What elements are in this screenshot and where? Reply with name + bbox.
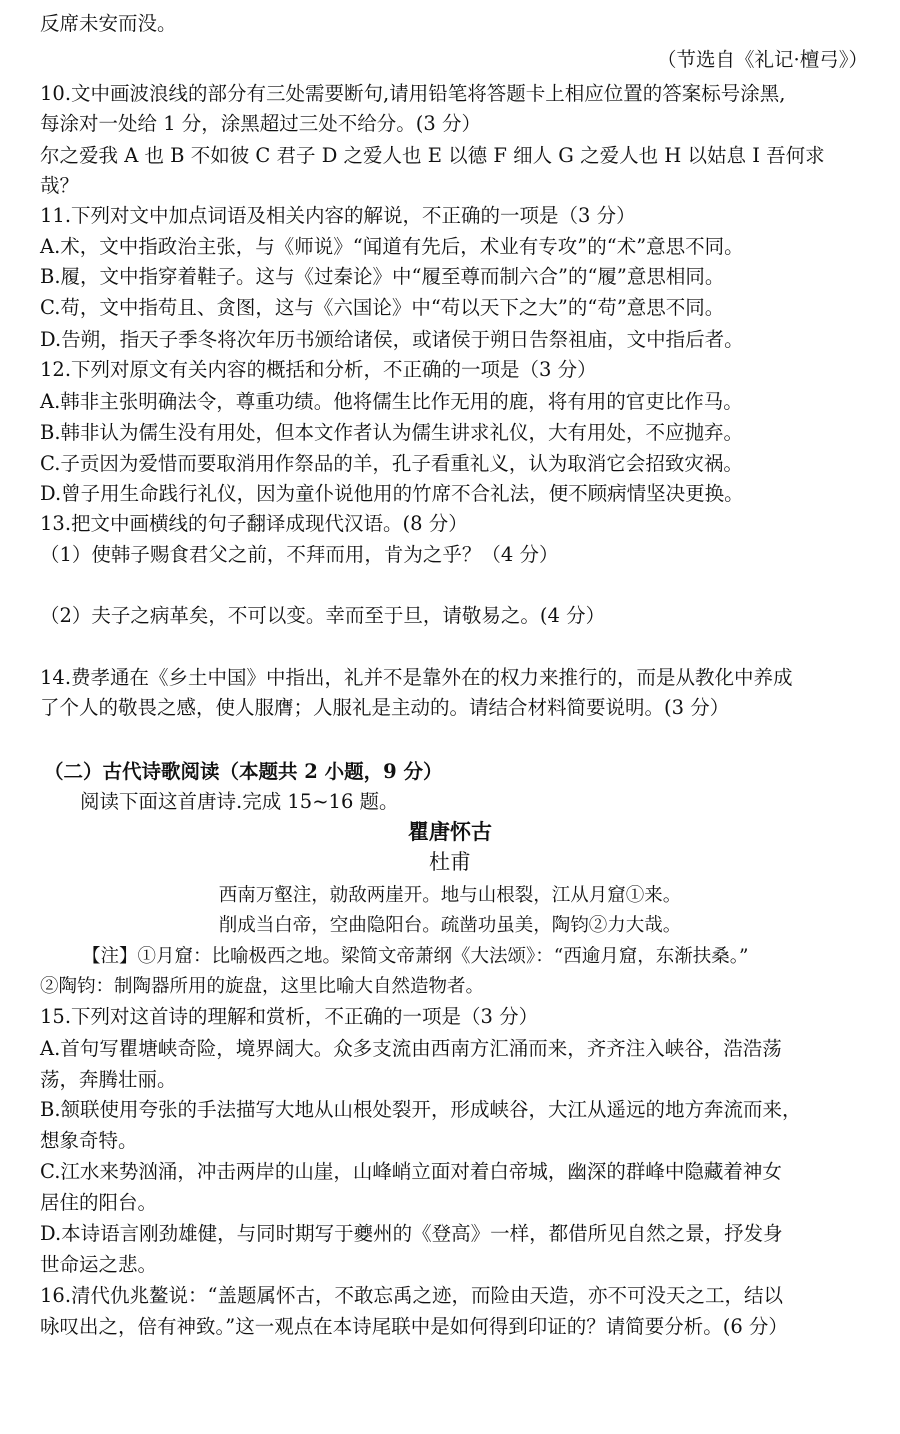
q11-option-c: C.苟，文中指苟且、贪图，这与《六国论》中“苟以天下之大”的“苟”意思不同。 xyxy=(40,296,725,319)
q12-option-d: D.曾子用生命践行礼仪，因为童仆说他用的竹席不合礼法，便不顾病情坚决更换。 xyxy=(40,482,744,505)
passage-end: 反席未安而没。 xyxy=(40,12,177,35)
q10-sentence-cont: 哉？ xyxy=(40,174,80,197)
q16-stem-cont: 咏叹出之，倍有神致。”这一观点在本诗尾联中是如何得到印证的？请简要分析。(6 分） xyxy=(40,1315,788,1338)
q10-stem-cont: 每涂对一处给 1 分，涂黑超过三处不给分。(3 分） xyxy=(40,112,482,135)
q10-stem: 10.文中画波浪线的部分有三处需要断句,请用铅笔将答题卡上相应位置的答案标号涂黑, xyxy=(40,82,786,105)
q11-option-d: D.告朔，指天子季冬将次年历书颁给诸侯，或诸侯于朔日告祭祖庙，文中指后者。 xyxy=(40,328,744,351)
q15-option-b: B.颔联使用夸张的手法描写大地从山根处裂开，形成峡谷，大江从遥远的地方奔流而来， xyxy=(40,1098,802,1121)
q15-option-c-cont: 居住的阳台。 xyxy=(40,1191,158,1214)
annotation-2: ②陶钧：制陶器所用的旋盘，这里比喻大自然造物者。 xyxy=(40,976,485,997)
annotation-1: 【注】①月窟：比喻极西之地。梁简文帝萧纲《大法颂》：“西逾月窟，东渐扶桑。” xyxy=(82,946,749,967)
q13-part2: （2）夫子之病革矣，不可以变。幸而至于旦，请敬易之。(4 分） xyxy=(40,604,606,627)
q13-stem: 13.把文中画横线的句子翻译成现代汉语。(8 分） xyxy=(40,512,468,535)
q11-option-b: B.履，文中指穿着鞋子。这与《过秦论》中“履至尊而制六合”的“履”意思相同。 xyxy=(40,265,725,288)
q14-stem-cont: 了个人的敬畏之感，使人服膺；人服礼是主动的。请结合材料简要说明。(3 分） xyxy=(40,696,730,719)
poem-line-1: 西南万壑注，勍敌两崖开。地与山根裂，江从月窟①来。 xyxy=(218,885,682,906)
q15-option-d-cont: 世命运之悲。 xyxy=(40,1253,158,1276)
q13-part1: （1）使韩子赐食君父之前，不拜而用，肯为之乎？（4 分） xyxy=(40,543,559,566)
q15-option-d: D.本诗语言刚劲雄健，与同时期写于夔州的《登高》一样，都借所见自然之景，抒发身 xyxy=(40,1222,783,1245)
q16-stem: 16.清代仇兆鳌说：“盖题属怀古，不敢忘禹之迹，而险由天造，亦不可没天之工，结以 xyxy=(40,1284,783,1307)
q10-sentence: 尔之爱我 A 也 B 不如彼 C 君子 D 之爱人也 E 以德 F 细人 G 之爱人也 H 以姑息 I 吾何求 xyxy=(40,144,825,167)
source-note: （节选自《礼记·檀弓》） xyxy=(657,48,868,71)
poem-author: 杜甫 xyxy=(429,850,471,874)
q15-option-a-cont: 荡，奔腾壮丽。 xyxy=(40,1068,177,1091)
q15-stem: 15.下列对这首诗的理解和赏析，不正确的一项是（3 分） xyxy=(40,1005,539,1028)
poem-line-2: 削成当白帝，空曲隐阳台。疏凿功虽美，陶钧②力大哉。 xyxy=(218,915,682,936)
instruction: 阅读下面这首唐诗.完成 15~16 题。 xyxy=(80,790,399,813)
q15-option-a: A.首句写瞿塘峡奇险，境界阔大。众多支流由西南方汇涌而来，齐齐注入峡谷，浩浩荡 xyxy=(40,1037,782,1060)
q11-option-a: A.术，文中指政治主张，与《师说》“闻道有先后，术业有专攻”的“术”意思不同。 xyxy=(40,235,744,258)
q12-option-a: A.韩非主张明确法令，尊重功绩。他将儒生比作无用的鹿，将有用的官吏比作马。 xyxy=(40,390,743,413)
q12-option-c: C.子贡因为爱惜而要取消用作祭品的羊，孔子看重礼义，认为取消它会招致灾祸。 xyxy=(40,452,743,475)
section-heading: （二）古代诗歌阅读（本题共 2 小题，9 分） xyxy=(44,760,443,783)
q12-option-b: B.韩非认为儒生没有用处，但本文作者认为儒生讲求礼仪，大有用处，不应抛弃。 xyxy=(40,421,744,444)
q15-option-b-cont: 想象奇特。 xyxy=(40,1129,138,1152)
poem-title: 瞿唐怀古 xyxy=(408,819,492,844)
q12-stem: 12.下列对原文有关内容的概括和分析，不正确的一项是（3 分） xyxy=(40,358,597,381)
q11-stem: 11.下列对文中加点词语及相关内容的解说，不正确的一项是（3 分） xyxy=(40,204,636,227)
q14-stem: 14.费孝通在《乡土中国》中指出，礼并不是靠外在的权力来推行的，而是从教化中养成 xyxy=(40,666,793,689)
q15-option-c: C.江水来势汹涌，冲击两岸的山崖，山峰峭立面对着白帝城，幽深的群峰中隐藏着神女 xyxy=(40,1160,782,1183)
